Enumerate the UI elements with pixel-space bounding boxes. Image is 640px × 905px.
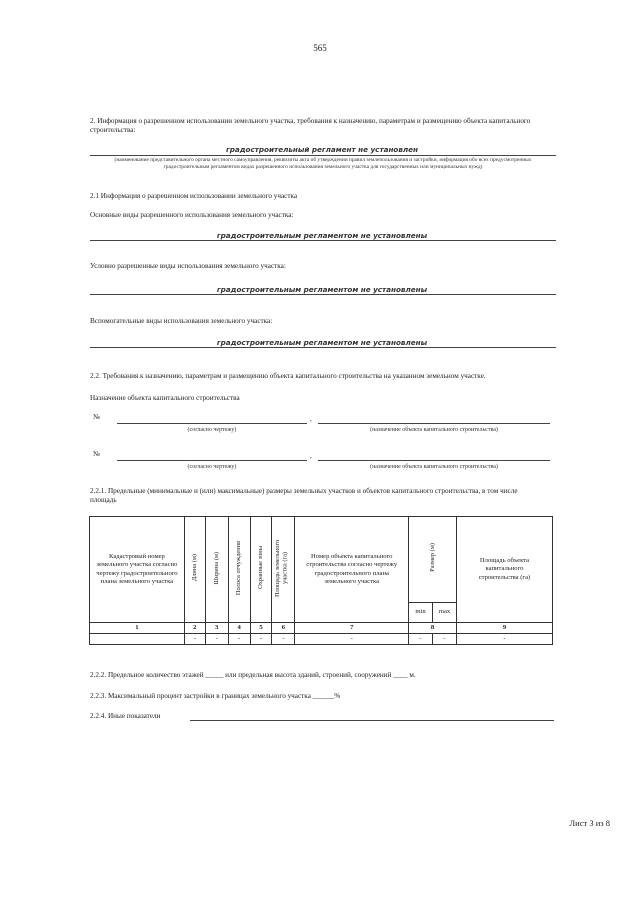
table-row [90, 634, 553, 645]
main-uses-underline [90, 240, 556, 241]
object-row-separator: , [310, 452, 312, 460]
table-cell[interactable]: - [228, 634, 250, 645]
table-cell[interactable]: - [205, 634, 228, 645]
main-uses-label: Основные виды разрешенного использования земельного участка: [90, 211, 294, 219]
main-uses-value: градостроительным регламентом не установлены [216, 231, 428, 240]
header-size-max: max [433, 603, 457, 623]
column-number: 3 [205, 623, 228, 634]
object-row-number-label: № [93, 413, 100, 421]
header-alienation-strip: Полоса отчуждения [228, 517, 250, 623]
section2-2-3: 2.2.3. Максимальный процент застройки в границах земельного участка ______% [90, 692, 341, 700]
section2-1-heading: 2.1 Информация о разрешенном использовании земельного участка [90, 192, 298, 200]
page-number: 565 [313, 43, 327, 53]
column-number: 8 [409, 623, 457, 634]
gpzu-underline [90, 155, 556, 156]
sheet-footer: Лист 3 из 8 [569, 818, 610, 828]
column-number: 6 [272, 623, 295, 634]
object-row-caption-right: (назначение объекта капитального строительства) [370, 427, 498, 433]
object-row-caption-right: (назначение объекта капитального строительства) [370, 464, 498, 470]
table-cell[interactable]: - [409, 634, 433, 645]
purpose-label: Назначение объекта капитального строительства [90, 394, 240, 402]
header-cadastral: Кадастровый номер земельного участка согласно чертежу градостроительного плана земельного участка [90, 517, 185, 623]
table-cell[interactable]: - [272, 634, 295, 645]
parameters-table [89, 516, 553, 645]
gpzu-status: градостроительный регламент не установлен [225, 145, 419, 154]
section2-2-1-heading: 2.2.1. Предельные (минимальные и (или) максимальные) размеры земельных участков и объектов капитального строительства, в том числе площадь [90, 487, 518, 504]
column-number: 1 [90, 623, 185, 634]
header-width: Ширина (м) [205, 517, 228, 623]
table-header-row [90, 517, 553, 603]
object-row-purpose-field[interactable] [318, 460, 550, 461]
object-row-number-label: № [93, 450, 100, 458]
conditional-uses-underline [90, 294, 556, 295]
table-cell[interactable]: - [250, 634, 272, 645]
section2-2-heading: 2.2. Требования к назначению, параметрам и размещению объекта капитального строительства на указанном земельном участке. [90, 372, 486, 380]
header-length: Длина (м) [184, 517, 205, 623]
table-column-numbers-row [90, 623, 553, 634]
header-size: Размер (м) [409, 517, 457, 603]
auxiliary-uses-label: Вспомогательные виды использования земельного участка: [90, 317, 273, 325]
object-row-drawing-field[interactable] [117, 460, 307, 461]
table-cell[interactable]: - [433, 634, 457, 645]
table-cell[interactable]: - [184, 634, 205, 645]
header-object-number: Номер объекта капитального строительства согласно чертежу градостроительного плана земельного участка [295, 517, 409, 623]
column-number: 2 [184, 623, 205, 634]
object-row-drawing-field[interactable] [117, 423, 307, 424]
object-row-separator: , [310, 415, 312, 423]
table-cell[interactable] [90, 634, 185, 645]
auxiliary-uses-value: градостроительным регламентом не установлены [216, 338, 428, 347]
table-cell[interactable]: - [456, 634, 552, 645]
other-indicators-field[interactable] [190, 720, 554, 721]
object-row-caption-left: (согласно чертежу) [187, 464, 237, 470]
column-number: 9 [456, 623, 552, 634]
header-building-area: Площадь объекта капитального строительства (га) [456, 517, 552, 623]
column-number: 4 [228, 623, 250, 634]
table-cell[interactable]: - [295, 634, 409, 645]
column-number: 7 [295, 623, 409, 634]
header-size-min: min [409, 603, 433, 623]
conditional-uses-value: градостроительным регламентом не установлены [216, 285, 428, 294]
object-row-caption-left: (согласно чертежу) [187, 427, 237, 433]
section2-2-2: 2.2.2. Предельное количество этажей _____ или предельная высота зданий, строений, сооружений ____ м. [90, 671, 416, 679]
section2-heading: 2. Информация о разрешенном использовании земельного участка, требования к назначению, параметрам и размещению объекта капитального строительства: [90, 117, 531, 134]
header-land-area: Площадь земельного участка (га) [272, 517, 295, 623]
section2-2-4-label: 2.2.4. Иные показатели [90, 712, 161, 720]
header-protected-zones: Охранные зоны [250, 517, 272, 623]
column-number: 5 [250, 623, 272, 634]
conditional-uses-label: Условно разрешенные виды использования земельного участка: [90, 262, 286, 270]
gpzu-caption: (наименование представительного органа местного самоуправления, реквизиты акта об утверждении правил землепользования и застройки, информация обо всех предусмотренных градостроительным регламентом видах разрешенного использования земельного участка для государственных или муниципальных нужд) [114, 157, 532, 171]
auxiliary-uses-underline [90, 347, 556, 348]
object-row-purpose-field[interactable] [318, 423, 550, 424]
